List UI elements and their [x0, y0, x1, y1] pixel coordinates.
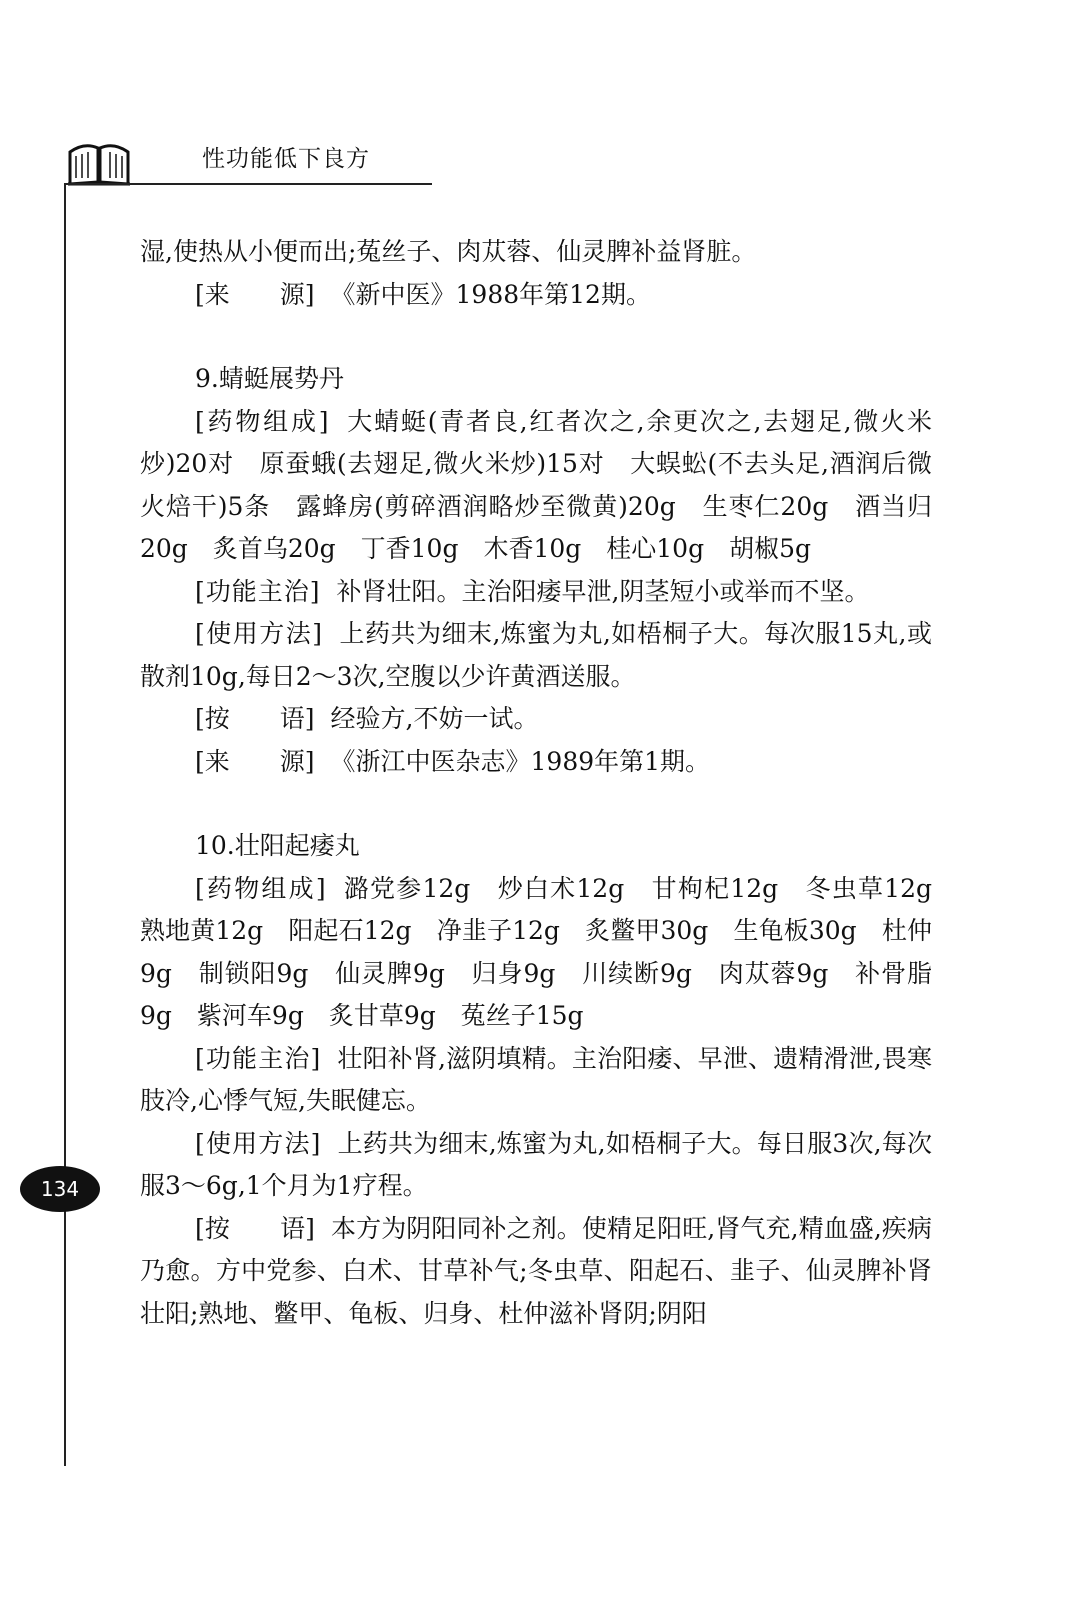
field-label: [使用方法] — [195, 1128, 322, 1158]
field-value: 大蜻蜓(青者良,红者次之,余更次之,去翅足,微火米炒)20对 原蚕蛾(去翅足,微火米炒)15对 大蜈蚣(不去头足,酒润后微火焙干)5条 露蜂房(剪碎酒润略炒至微黄)20g 生枣仁20g 酒当归20g 炙首乌20g 丁香10g 木香10g 桂心10g 胡椒5g — [140, 406, 932, 563]
field-label: [功能主治] — [195, 576, 321, 606]
field-value: 潞党参12g 炒白术12g 甘枸杞12g 冬虫草12g 熟地黄12g 阳起石12g 净韭子12g 炙鳖甲30g 生龟板30g 杜仲9g 制锁阳9g 仙灵脾9g 归身9g 川续断9g 肉苁蓉9g 补骨脂9g 紫河车9g 炙甘草9g 菟丝子15g — [140, 873, 958, 1030]
field-value: 《浙江中医杂志》1989年第1期。 — [330, 746, 711, 776]
field-value: 经验方,不妨一试。 — [330, 704, 539, 733]
field-label: [按 语] — [195, 704, 315, 733]
source-9 — [140, 741, 932, 784]
note-9 — [140, 698, 932, 741]
page-number: 134 — [20, 1166, 100, 1212]
field-label: [使用方法] — [195, 619, 323, 648]
header-rule — [64, 183, 432, 185]
book-icon — [66, 138, 132, 188]
field-value: 上药共为细末,炼蜜为丸,如梧桐子大。每次服15丸,或散剂10g,每日2～3次,空腹以少许黄酒送服。 — [140, 619, 932, 691]
field-label: [按 语] — [195, 1213, 315, 1243]
function-10 — [140, 1038, 932, 1123]
source-line-8 — [140, 274, 932, 317]
field-value: 《新中医》1988年第12期。 — [330, 279, 651, 309]
field-label: [药物组成] — [195, 873, 327, 903]
field-label: [来 源] — [195, 746, 315, 776]
field-label: [药物组成] — [195, 406, 330, 436]
recipe-title-9: 9.蜻蜓展势丹 — [195, 364, 344, 393]
field-value: 上药共为细末,炼蜜为丸,如梧桐子大。每日服3次,每次服3～6g,1个月为1疗程。 — [140, 1128, 932, 1200]
field-label: [来 源] — [195, 279, 315, 309]
field-label: [功能主治] — [195, 1043, 322, 1073]
page-body — [140, 231, 958, 1335]
composition-9 — [140, 401, 932, 571]
usage-9 — [140, 613, 932, 698]
recipe-title-10: 10.壮阳起痿丸 — [195, 831, 360, 860]
function-9 — [140, 571, 932, 614]
paragraph-continued: 湿,使热从小便而出;菟丝子、肉苁蓉、仙灵脾补益肾脏。 — [140, 237, 757, 266]
field-value: 本方为阴阳同补之剂。使精足阳旺,肾气充,精血盛,疾病乃愈。方中党参、白术、甘草补气;冬虫草、阳起石、韭子、仙灵脾补肾壮阳;熟地、鳖甲、龟板、归身、杜仲滋补肾阴;阴阳 — [140, 1213, 932, 1328]
note-10 — [140, 1208, 932, 1336]
usage-10 — [140, 1123, 932, 1208]
margin-rule — [64, 183, 66, 1466]
field-value: 补肾壮阳。主治阳痿早泄,阴茎短小或举而不坚。 — [336, 576, 870, 606]
running-title: 性功能低下良方 — [202, 146, 370, 172]
field-value: 壮阳补肾,滋阴填精。主治阳痿、早泄、遗精滑泄,畏寒肢冷,心悸气短,失眠健忘。 — [140, 1043, 932, 1115]
composition-10 — [140, 868, 958, 1038]
